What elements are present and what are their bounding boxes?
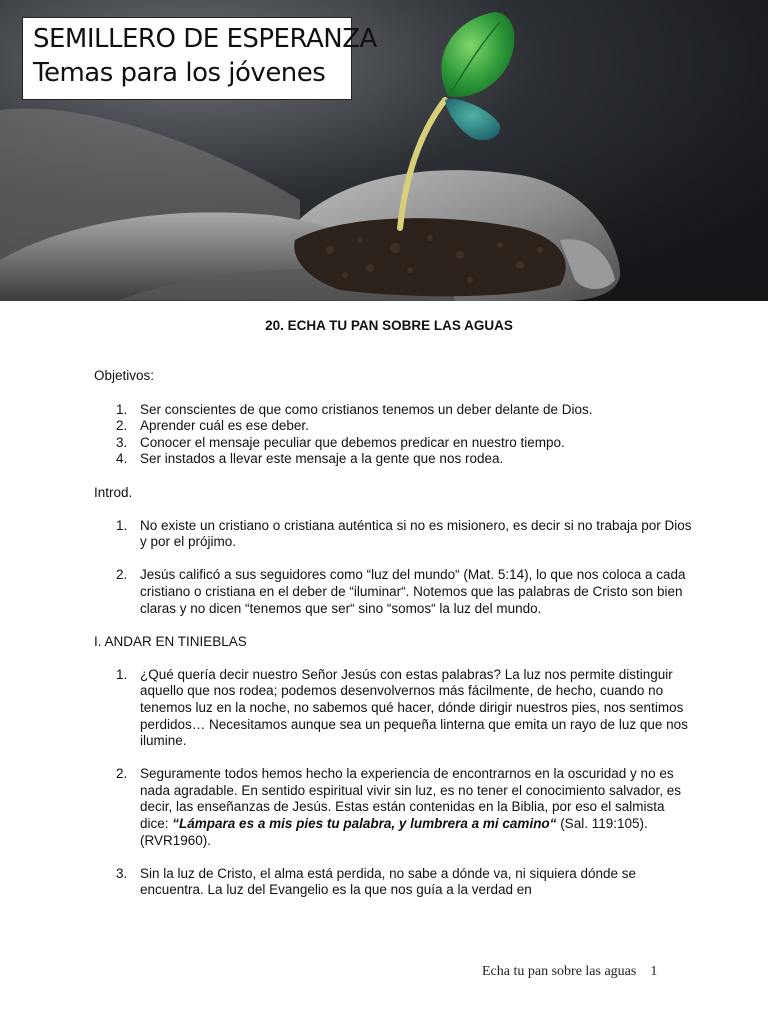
list-item [94,451,694,468]
intro-list [94,518,694,618]
page-footer [482,964,657,980]
list-text: Sin la luz de Cristo, el alma está perdida, no sabe a dónde va, ni siquiera dónde se encuentra. La luz del Evangelio es la que nos guía a la verdad en [140,865,637,898]
section-heading: I. ANDAR EN TINIEBLAS [94,634,247,650]
list-text: Jesús calificó a sus seguidores como “luz del mundo“ (Mat. 5:14), lo que nos coloca a cada cristiano o cristiana en el deber de “iluminar“. Notemos que las palabras de Cristo son bien claras y no dicen “tenemos que ser“ sino “somos“ la luz del mundo. [140,567,686,616]
list-item [94,402,694,419]
list-number: 2. [116,418,128,434]
series-subtitle: Temas para los jóvenes [33,58,326,88]
list-text: Conocer el mensaje peculiar que debemos predicar en nuestro tiempo. [140,434,565,450]
list-text: No existe un cristiano o cristiana auténtica si no es misionero, es decir si no trabaja por Dios y por el prójimo. [140,517,692,550]
list-text: Aprender cuál es ese deber. [140,418,309,434]
list-item [94,518,694,551]
page-title: 20. ECHA TU PAN SOBRE LAS AGUAS [265,318,513,333]
series-title: SEMILLERO DE ESPERANZA [33,24,377,54]
list-text: Ser conscientes de que como cristianos tenemos un deber delante de Dios. [140,401,593,417]
list-item [94,766,694,849]
list-number: 3. [116,865,128,881]
list-number: 1. [116,401,128,417]
scripture-quote: “Lámpara es a mis pies tu palabra, y lumbrera a mi camino“ [172,816,557,832]
document-body [94,368,694,899]
list-item [94,435,694,452]
list-item [94,866,694,899]
series-title-box [22,17,377,100]
list-number: 2. [116,567,128,583]
list-text: Ser instados a llevar este mensaje a la gente que nos rodea. [140,451,504,467]
objectives-list [94,402,694,468]
running-title: Echa tu pan sobre las aguas [482,964,637,979]
list-number: 2. [116,766,128,782]
list-item [94,567,694,617]
section1-list [94,667,694,899]
list-number: 1. [116,517,128,533]
list-item [94,418,694,435]
list-item [94,667,694,750]
list-number: 4. [116,451,128,467]
page-number: 1 [650,964,658,979]
objectives-heading: Objetivos: [94,368,155,383]
list-text: ¿Qué quería decir nuestro Señor Jesús con estas palabras? La luz nos permite distinguir aquello que nos rodea; podemos desenvolvernos más fácilmente, de hecho, cuando no tenemos luz en la noche, no sabemos qué hacer, dónde dirigir nuestros pies, nos sentimos perdidos… Necesitamos aunque sea un pequeña linterna que emita un rayo de luz que nos ilumine. [140,666,688,749]
list-text: (Sal. 119:105). (RVR1960). [140,816,648,848]
header-image [0,0,768,301]
list-text: Seguramente todos hemos hecho la experiencia de encontrarnos en la oscuridad y no es nada agradable. En sentido espiritual vivir sin luz, es no tener el conocimiento salvador, es decir, las enseñanzas de Jesús. Estas están contenidas en la Biblia, por eso el salmista dice: [140,766,682,832]
intro-heading: Introd. [94,484,133,500]
list-number: 1. [116,666,128,682]
list-number: 3. [116,434,128,450]
